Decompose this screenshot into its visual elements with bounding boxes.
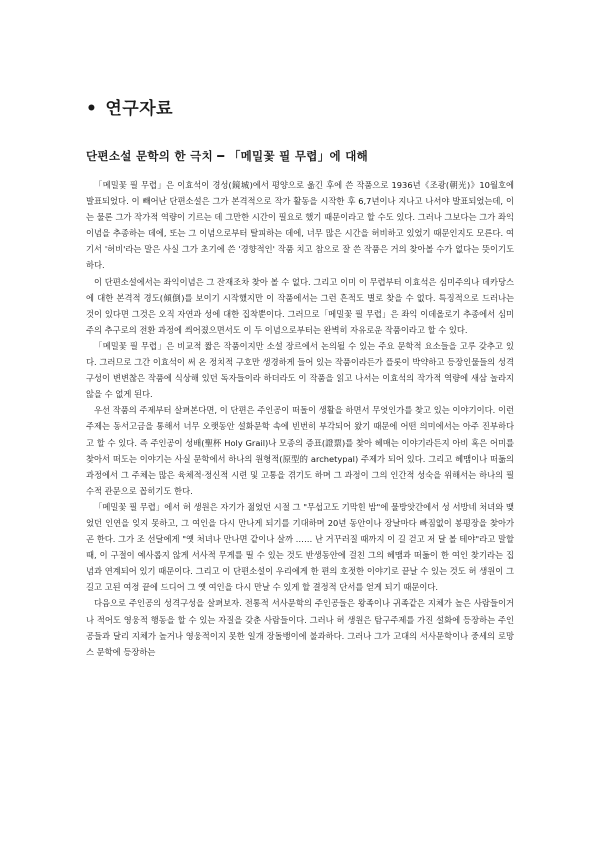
article-subtitle: 단편소설 문학의 한 극치 ━ 「메밀꽃 필 무렵」에 대해 (86, 149, 369, 163)
section-heading (86, 94, 173, 119)
bullet-icon: • (86, 99, 98, 119)
paragraph: 「메밀꽃 필 무렵」에서 허 생원은 자기가 젊었던 시절 그 "무섭고도 기막힌 밤"에 물방앗간에서 성 서방네 처녀와 맺었던 인연을 잊지 못하고, 그 여인을 다시 만나게 되기를 기대하며 20년 동안이나 장날마다 빠짐없이 봉평장을 찾아가곤 한다. 그가 조 선달에게 "옛 처녀나 만나면 같이나 살까 …… 난 거꾸러질 때까지 이 길 걷고 저 달 볼 테야"라고 말할 때, 이 구절이 예사롭지 않게 서사적 무게를 띨 수 있는 것도 반생동안에 걸친 그의 헤맴과 떠돎이 한 여인 찾기라는 집념과 연계되어 있기 때문이다. 그리고 이 단편소설이 우리에게 한 편의 호젓한 이야기로 끝날 수 있는 것도 허 생원이 그 길고 고된 여정 끝에 드디어 그 옛 여인을 다시 만날 수 있게 할 결정적 단서를 얻게 되기 때문이다. (86, 501, 514, 593)
paragraph: 「메밀꽃 필 무렵」은 이효석이 경성(鏡城)에서 평양으로 옮긴 후에 쓴 작품으로 1936년《조광(朝光)》10월호에 발표되었다. 이 빼어난 단편소설은 그가 본격적으로 작가 활동을 시작한 후 6,7년이나 지나고 나서야 발표되었는데, 이는 물론 그가 작가적 역량이 기르는 데 그만한 시간이 필요로 했기 때문이라고 할 수도 있다. 그러나 그보다는 그가 좌익이념을 추종하는 데에, 또는 그 이념으로부터 탈피하는 데에, 너무 많은 시간을 허비하고 있었기 때문인지도 모른다. 여기서 '허비'라는 말은 사실 그가 초기에 쓴 '경향적인' 작품 치고 참으로 잘 쓴 작품은 거의 찾아볼 수가 없다는 뜻이기도 하다. (86, 180, 514, 271)
paragraph: 다음으로 주인공의 성격구성을 살펴보자. 전통적 서사문학의 주인공들은 왕족이나 귀족같은 지체가 높은 사람들이거나 적어도 영웅적 행동을 할 수 있는 자질을 갖춘 사람들이다. 그러나 허 생원은 탐구주제를 가진 설화에 등장하는 주인공들과 달리 지체가 높거나 영웅적이지 못한 일개 장돌뱅이에 불과하다. 그러나 그가 고대의 서사문학이나 중세의 로망스 문학에 등장하는 (86, 598, 514, 657)
paragraph: 이 단편소설에서는 좌익이념은 그 잔재조차 찾아 볼 수 없다. 그리고 이미 이 무렵부터 이효석은 심미주의나 데카당스에 대한 본격적 경도(傾倒)를 보이기 시작했지만 이 작품에서는 그런 흔적도 별로 찾을 수 없다. 특징적으로 드러나는 것이 있다면 그것은 오직 자연과 성에 대한 집착뿐이다. 그러므로「메밀꽃 필 무렵」은 좌익 이데올로기 추종에서 심미주의 추구로의 전환 과정에 씌어졌으면서도 이 두 이념으로부터는 완벽히 자유로운 작품이라고 할 수 있다. (86, 276, 514, 335)
paragraph: 우선 작품의 주제부터 살펴본다면, 이 단편은 주인공이 떠돌이 생활을 하면서 무엇인가를 찾고 있는 이야기이다. 이런 주제는 동서고금을 통해서 너무 오랫동안 설화문학 속에 빈번히 부각되어 왔기 때문에 어떤 의미에서는 아주 진부하다고 할 수 있다. 즉 주인공이 성배(聖杯 Holy Grail)나 모종의 증표(證票)를 찾아 헤매는 이야기라든지 아비 혹은 어미를 찾아서 떠도는 이야기는 사실 문학에서 하나의 원형적(原型的 archetypal) 주제가 되어 있다. 그리고 헤맴이나 떠돎의 과정에서 그 주체는 많은 육체적·정신적 시련 및 고통을 겪기도 하며 그 과정이 그의 인간적 성숙을 위해서는 하나의 필수적 관문으로 꼽히기도 한다. (86, 405, 514, 496)
article-body (86, 177, 514, 660)
section-title: 연구자료 (105, 99, 174, 119)
paragraph: 「메밀꽃 필 무렵」은 비교적 짧은 작품이지만 소설 장르에서 논의될 수 있는 주요 문학적 요소들을 고루 갖추고 있다. 그러므로 그간 이효석이 써 온 정치적 구호만 생경하게 들어 있는 작품이라든가 플롯이 박약하고 등장인물들의 성격구성이 변변찮은 작품에 식상해 있던 독자들이라 하더라도 이 작품을 읽고 나서는 이효석의 작가적 역량에 새삼 놀라지 않을 수 없게 된다. (86, 340, 514, 400)
